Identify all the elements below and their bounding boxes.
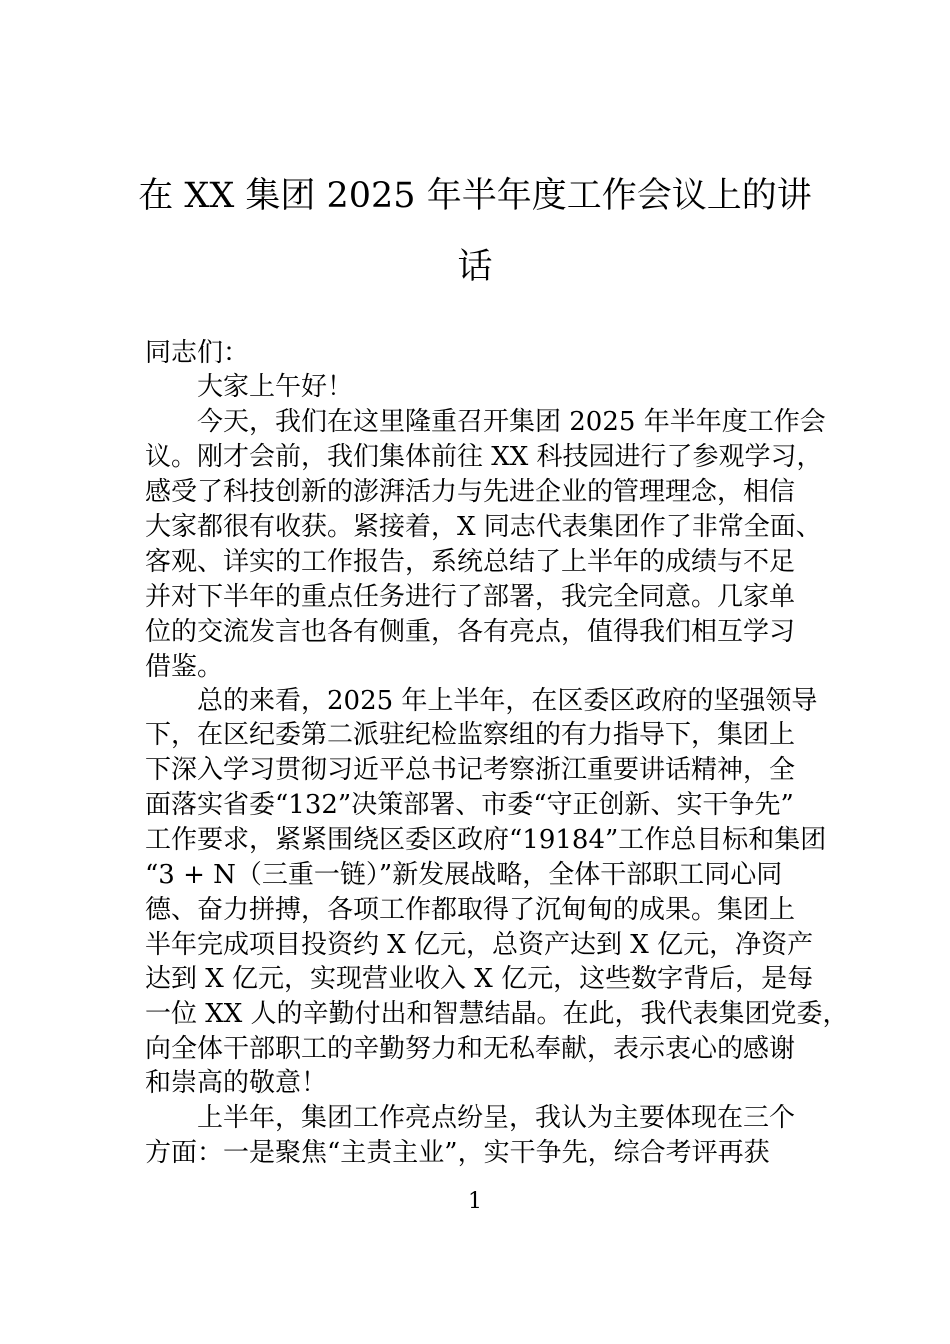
document-title-line-2: 话 xyxy=(457,247,493,287)
salutation: 同志们： xyxy=(145,338,250,368)
paragraph-line: 工作要求，紧紧围绕区委区政府“19184”工作总目标和集团 xyxy=(145,825,827,855)
paragraph-line: “3 + N（三重一链）”新发展战略，全体干部职工同心同 xyxy=(145,860,783,890)
paragraph-line: 达到 X 亿元，实现营业收入 X 亿元，这些数字背后，是每 xyxy=(145,964,814,994)
paragraph-line: 向全体干部职工的辛勤努力和无私奉献，表示衷心的感谢 xyxy=(145,1034,796,1064)
paragraph-line: 上半年，集团工作亮点纷呈，我认为主要体现在三个 xyxy=(197,1103,796,1133)
paragraph-line: 感受了科技创新的澎湃活力与先进企业的管理理念，相信 xyxy=(145,477,796,507)
paragraph-line: 下深入学习贯彻习近平总书记考察浙江重要讲话精神，全 xyxy=(145,755,796,785)
paragraph-line: 客观、详实的工作报告，系统总结了上半年的成绩与不足 xyxy=(145,547,796,577)
paragraph-line: 一位 XX 人的辛勤付出和智慧结晶。在此，我代表集团党委， xyxy=(145,999,849,1029)
paragraph-line: 方面：一是聚焦“主责主业”，实干争先，综合考评再获 xyxy=(145,1138,770,1168)
page-number: 1 xyxy=(468,1189,482,1214)
paragraph-line: 大家都很有收获。紧接着，X 同志代表集团作了非常全面、 xyxy=(145,512,822,542)
paragraph-line: 总的来看，2025 年上半年，在区委区政府的坚强领导 xyxy=(197,686,818,716)
paragraph-line: 议。刚才会前，我们集体前往 XX 科技园进行了参观学习， xyxy=(145,442,823,472)
greeting: 大家上午好！ xyxy=(197,372,354,402)
paragraph-line: 和崇高的敬意！ xyxy=(145,1068,328,1098)
paragraph-line: 半年完成项目投资约 X 亿元，总资产达到 X 亿元，净资产 xyxy=(145,930,814,960)
paragraph-line: 位的交流发言也各有侧重，各有亮点，值得我们相互学习 xyxy=(145,617,796,647)
paragraph-line: 下，在区纪委第二派驻纪检监察组的有力指导下，集团上 xyxy=(145,720,796,750)
paragraph-line: 借鉴。 xyxy=(145,652,224,682)
paragraph-line: 并对下半年的重点任务进行了部署，我完全同意。几家单 xyxy=(145,582,796,612)
document-title-line-1: 在 XX 集团 2025 年半年度工作会议上的讲 xyxy=(138,176,812,216)
paragraph-line: 面落实省委“132”决策部署、市委“守正创新、实干争先” xyxy=(145,790,794,820)
paragraph-line: 今天，我们在这里隆重召开集团 2025 年半年度工作会 xyxy=(197,407,826,437)
paragraph-line: 德、奋力拼搏，各项工作都取得了沉甸甸的成果。集团上 xyxy=(145,895,796,925)
